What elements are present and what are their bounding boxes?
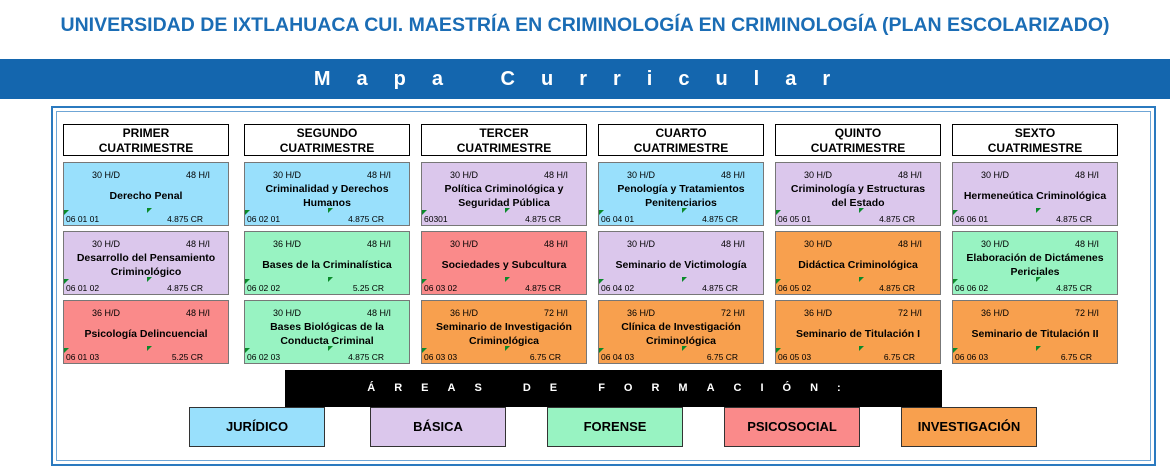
course-card [421,300,587,364]
corner-marker-icon [599,279,604,284]
course-card [598,300,764,364]
course-code: 06 06 02 [955,283,989,293]
corner-marker-icon [328,208,333,213]
course-name: Desarrollo del Pensamiento Criminológico [76,252,216,278]
column-header-sublabel: CUATRIMESTRE [987,141,1083,155]
corner-marker-icon [245,348,250,353]
course-independent-hours: 48 H/I [897,170,922,180]
course-credits: 4.875 CR [702,283,738,293]
course-code: 06 04 02 [601,283,635,293]
course-independent-hours: 72 H/I [897,308,922,318]
course-direct-hours: 36 H/D [627,308,656,318]
course-independent-hours: 48 H/I [1074,239,1099,249]
course-code: 06 06 03 [955,352,989,362]
course-independent-hours: 48 H/I [1074,170,1099,180]
course-name: Bases Biológicas de la Conducta Criminal [270,321,384,347]
course-card [63,162,229,226]
legend-forense: FORENSE [547,407,683,447]
corner-marker-icon [953,348,958,353]
corner-marker-icon [599,210,604,215]
course-card [775,231,941,295]
corner-marker-icon [64,279,69,284]
corner-marker-icon [422,210,427,215]
course-code: 06 01 01 [66,214,100,224]
course-credits: 5.25 CR [352,283,384,293]
column-header-2 [244,124,410,156]
course-direct-hours: 30 H/D [804,170,833,180]
course-independent-hours: 72 H/I [720,308,745,318]
corner-marker-icon [682,346,687,351]
corner-marker-icon [1036,277,1041,282]
corner-marker-icon [147,208,152,213]
column-header-label: SEGUNDO [296,126,358,140]
course-code: 06 02 03 [247,352,281,362]
course-independent-hours: 72 H/I [1074,308,1099,318]
course-name: Sociedades y Subcultura [441,259,567,271]
course-direct-hours: 30 H/D [92,170,121,180]
course-code: 06 05 02 [778,283,812,293]
course-independent-hours: 48 H/I [366,239,391,249]
course-direct-hours: 36 H/D [450,308,479,318]
column-header-label: CUARTO [655,126,707,140]
course-independent-hours: 48 H/I [185,308,210,318]
course-credits: 6.75 CR [883,352,915,362]
course-name: Didáctica Criminológica [798,259,918,271]
corner-marker-icon [147,346,152,351]
page-title: UNIVERSIDAD DE IXTLAHUACA CUI. MAESTRÍA EN CRIMINOLOGÍA EN CRIMINOLOGÍA (PLAN ESCOLARIZADO) [60,14,1110,36]
course-credits: 4.875 CR [702,214,738,224]
course-direct-hours: 30 H/D [981,239,1010,249]
column-header-sublabel: CUATRIMESTRE [98,141,194,155]
course-credits: 4.875 CR [525,214,561,224]
legend-juridico: JURÍDICO [189,407,325,447]
course-direct-hours: 30 H/D [273,308,302,318]
course-direct-hours: 36 H/D [92,308,121,318]
corner-marker-icon [64,210,69,215]
course-direct-hours: 36 H/D [804,308,833,318]
corner-marker-icon [776,348,781,353]
course-direct-hours: 30 H/D [981,170,1010,180]
corner-marker-icon [953,279,958,284]
course-credits: 6.75 CR [1060,352,1092,362]
course-independent-hours: 48 H/I [366,308,391,318]
course-name: Penología y Tratamientos Penitenciarios [617,183,745,209]
corner-marker-icon [859,346,864,351]
course-code: 06 01 03 [66,352,100,362]
course-direct-hours: 30 H/D [804,239,833,249]
corner-marker-icon [328,277,333,282]
course-name: Seminario de Titulación II [971,328,1099,340]
corner-marker-icon [1036,346,1041,351]
column-header-label: QUINTO [834,126,882,140]
course-card [421,231,587,295]
course-code: 06 02 02 [247,283,281,293]
course-name: Criminología y Estructuras del Estado [790,183,926,209]
course-name: Psicología Delincuencial [84,328,208,340]
course-direct-hours: 30 H/D [92,239,121,249]
corner-marker-icon [859,277,864,282]
corner-marker-icon [147,277,152,282]
course-credits: 6.75 CR [706,352,738,362]
course-credits: 4.875 CR [1056,283,1092,293]
corner-marker-icon [245,279,250,284]
course-credits: 4.875 CR [879,214,915,224]
legend-basica: BÁSICA [370,407,506,447]
course-card [244,300,410,364]
corner-marker-icon [245,210,250,215]
corner-marker-icon [422,279,427,284]
course-direct-hours: 36 H/D [981,308,1010,318]
legend-investigacion: INVESTIGACIÓN [901,407,1037,447]
course-credits: 4.875 CR [348,352,384,362]
corner-marker-icon [422,348,427,353]
column-header-label: SEXTO [1014,126,1056,140]
legend-psicosocial: PSICOSOCIAL [724,407,860,447]
course-name: Seminario de Titulación I [795,328,921,340]
course-name: Hermeneútica Criminológica [963,190,1107,202]
course-code: 06 05 03 [778,352,812,362]
course-card [421,162,587,226]
corner-marker-icon [1036,208,1041,213]
corner-marker-icon [776,279,781,284]
course-name: Clínica de Investigación Criminológica [621,321,741,347]
course-independent-hours: 48 H/I [543,239,568,249]
column-header-label: PRIMER [122,126,170,140]
course-credits: 4.875 CR [879,283,915,293]
course-independent-hours: 48 H/I [543,170,568,180]
column-header-1 [63,124,229,156]
course-independent-hours: 48 H/I [897,239,922,249]
column-header-label: TERCER [479,126,529,140]
course-code: 06 06 01 [955,214,989,224]
course-card [598,231,764,295]
course-name: Criminalidad y Derechos Humanos [265,183,389,209]
course-card [952,300,1118,364]
course-name: Derecho Penal [109,190,183,202]
course-name: Seminario de Victimología [615,259,747,271]
course-name: Elaboración de Dictámenes Periciales [966,252,1104,278]
corner-marker-icon [682,277,687,282]
course-card [598,162,764,226]
course-credits: 5.25 CR [171,352,203,362]
corner-marker-icon [64,348,69,353]
corner-marker-icon [505,208,510,213]
course-direct-hours: 36 H/D [273,239,302,249]
course-name: Seminario de Investigación Criminológica [436,321,572,347]
course-card [244,162,410,226]
course-card [952,231,1118,295]
course-code: 06 01 02 [66,283,100,293]
corner-marker-icon [859,208,864,213]
column-header-6 [952,124,1118,156]
course-independent-hours: 48 H/I [366,170,391,180]
course-direct-hours: 30 H/D [450,239,479,249]
course-independent-hours: 48 H/I [720,239,745,249]
course-card [244,231,410,295]
column-header-3 [421,124,587,156]
column-header-4 [598,124,764,156]
corner-marker-icon [682,208,687,213]
course-credits: 4.875 CR [525,283,561,293]
course-direct-hours: 30 H/D [627,239,656,249]
course-code: 06 03 03 [424,352,458,362]
areas-heading: ÁREAS DE FORMACIÓN: [285,370,942,407]
course-independent-hours: 72 H/I [543,308,568,318]
course-credits: 6.75 CR [529,352,561,362]
course-independent-hours: 48 H/I [185,170,210,180]
course-independent-hours: 48 H/I [185,239,210,249]
column-header-sublabel: CUATRIMESTRE [633,141,729,155]
corner-marker-icon [505,346,510,351]
course-code: 06 04 01 [601,214,635,224]
course-direct-hours: 30 H/D [273,170,302,180]
course-card [63,300,229,364]
course-credits: 4.875 CR [167,214,203,224]
course-credits: 4.875 CR [1056,214,1092,224]
course-independent-hours: 48 H/I [720,170,745,180]
course-card [775,162,941,226]
course-name: Bases de la Criminalística [262,259,392,271]
corner-marker-icon [776,210,781,215]
course-card [952,162,1118,226]
course-code: 06 04 03 [601,352,635,362]
column-header-sublabel: CUATRIMESTRE [279,141,375,155]
course-code: 06 03 02 [424,283,458,293]
course-code: 06 05 01 [778,214,812,224]
course-card [63,231,229,295]
curricular-map-banner: Mapa Curricular [0,59,1170,99]
corner-marker-icon [953,210,958,215]
corner-marker-icon [328,346,333,351]
column-header-5 [775,124,941,156]
course-card [775,300,941,364]
course-credits: 4.875 CR [348,214,384,224]
course-code: 06 02 01 [247,214,281,224]
course-direct-hours: 30 H/D [627,170,656,180]
course-code: 60301 [424,214,448,224]
corner-marker-icon [505,277,510,282]
course-direct-hours: 30 H/D [450,170,479,180]
corner-marker-icon [599,348,604,353]
course-credits: 4.875 CR [167,283,203,293]
course-name: Política Criminológica y Seguridad Pública [444,183,564,209]
column-header-sublabel: CUATRIMESTRE [456,141,552,155]
column-header-sublabel: CUATRIMESTRE [810,141,906,155]
